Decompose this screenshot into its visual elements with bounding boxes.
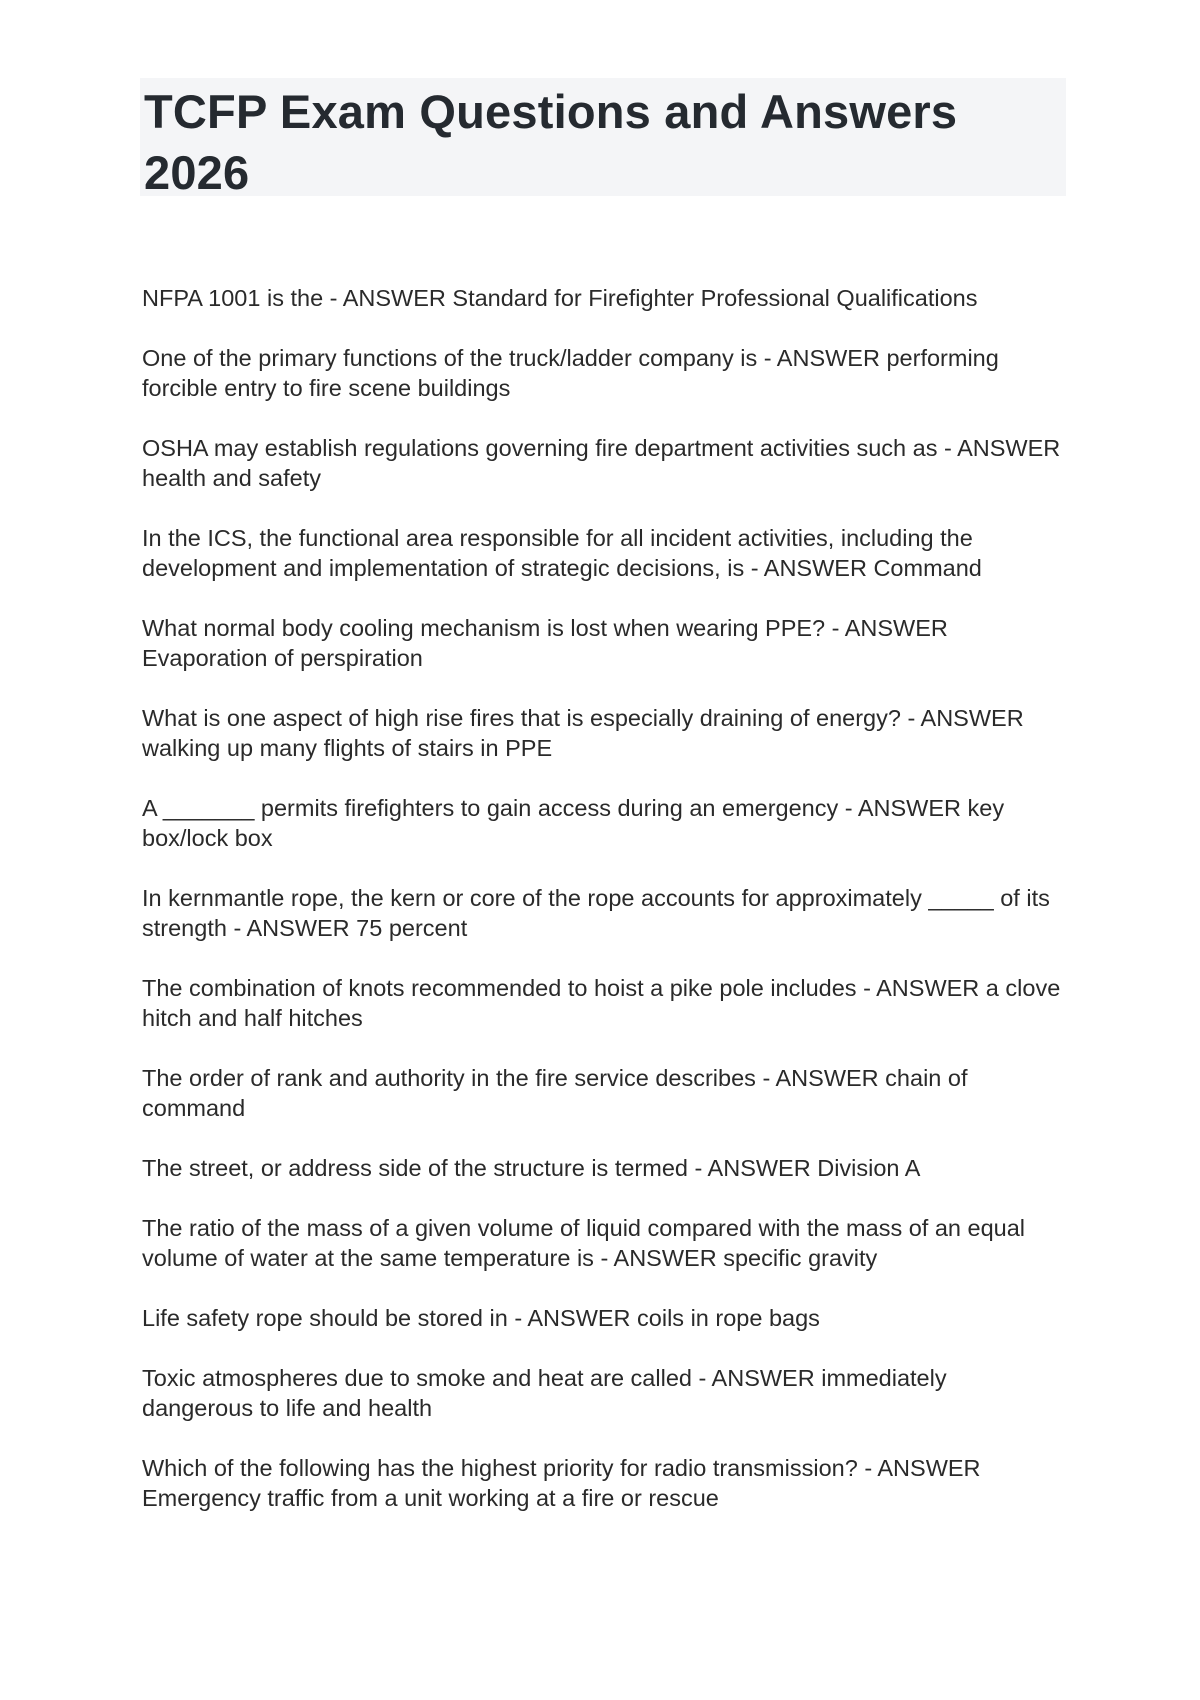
- qa-item: Life safety rope should be stored in - ANSWER coils in rope bags: [142, 1305, 820, 1331]
- qa-item: OSHA may establish regulations governing fire department activities such as - ANSWER health and safety: [142, 435, 1061, 491]
- qa-item: Which of the following has the highest priority for radio transmission? - ANSWER Emergency traffic from a unit working at a fire or rescue: [142, 1455, 981, 1511]
- qa-item: What is one aspect of high rise fires that is especially draining of energy? - ANSWER walking up many flights of stairs in PPE: [142, 705, 1024, 761]
- qa-item: NFPA 1001 is the - ANSWER Standard for Firefighter Professional Qualifications: [142, 285, 978, 311]
- qa-item: The order of rank and authority in the fire service describes - ANSWER chain of command: [142, 1065, 968, 1121]
- qa-item: One of the primary functions of the truck/ladder company is - ANSWER performing forcible entry to fire scene buildings: [142, 345, 999, 401]
- title-banner: [140, 78, 1066, 199]
- qa-item: The street, or address side of the structure is termed - ANSWER Division A: [142, 1155, 921, 1181]
- qa-item: In the ICS, the functional area responsible for all incident activities, including the development and implementation of strategic decisions, is - ANSWER Command: [142, 525, 982, 581]
- qa-item: Toxic atmospheres due to smoke and heat are called - ANSWER immediately dangerous to life and health: [142, 1365, 947, 1421]
- qa-item: What normal body cooling mechanism is lost when wearing PPE? - ANSWER Evaporation of perspiration: [142, 615, 948, 671]
- qa-list: [142, 283, 1062, 1543]
- qa-item: A _______ permits firefighters to gain access during an emergency - ANSWER key box/lock box: [142, 795, 1005, 851]
- qa-item: The combination of knots recommended to hoist a pike pole includes - ANSWER a clove hitch and half hitches: [142, 975, 1061, 1031]
- page-title: TCFP Exam Questions and Answers 2026: [144, 85, 958, 199]
- qa-item: In kernmantle rope, the kern or core of the rope accounts for approximately _____ of its strength - ANSWER 75 percent: [142, 885, 1050, 941]
- qa-item: The ratio of the mass of a given volume of liquid compared with the mass of an equal volume of water at the same temperature is - ANSWER specific gravity: [142, 1215, 1026, 1271]
